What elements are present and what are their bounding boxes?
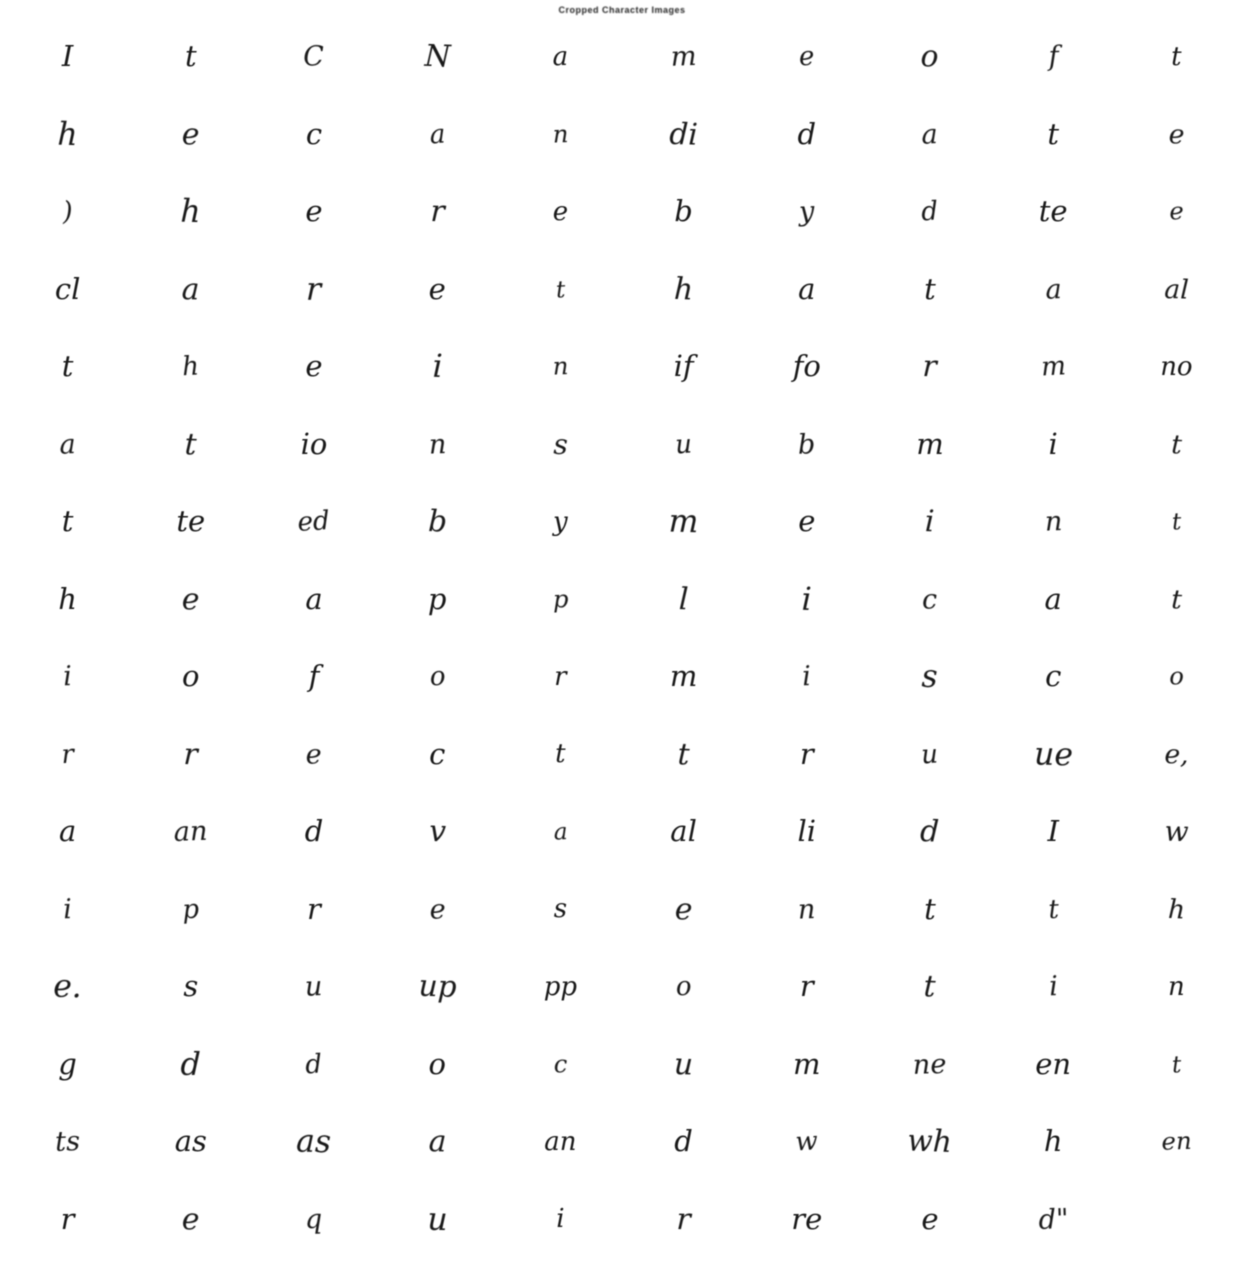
char-cell: e	[305, 349, 323, 384]
char-cell: t	[1170, 508, 1182, 536]
char-cell: c	[553, 1049, 568, 1079]
char-cell: no	[1160, 351, 1193, 382]
char-cell: c	[429, 736, 446, 771]
char-cell: t	[1170, 1050, 1182, 1078]
char-cell: w	[794, 1125, 819, 1158]
char-cell: n	[1043, 505, 1063, 538]
char-cell: C	[302, 39, 325, 73]
char-cell: e	[305, 194, 323, 229]
char-cell: t	[924, 271, 936, 306]
char-cell: u	[920, 738, 940, 770]
char-cell: e	[921, 1201, 939, 1236]
char-cell: h	[57, 115, 79, 153]
char-cell: o	[920, 38, 940, 74]
char-cell: a	[58, 814, 77, 849]
char-cell: o	[428, 660, 446, 692]
char-cell: m	[669, 659, 698, 694]
char-cell: c	[305, 116, 323, 151]
char-cell: e	[305, 737, 323, 771]
char-cell: en	[1035, 1046, 1072, 1081]
char-cell: t	[1170, 428, 1183, 460]
char-cell: a	[1044, 581, 1062, 616]
char-cell: ue	[1033, 734, 1074, 773]
char-cell: al	[670, 814, 697, 849]
char-cell: r	[183, 736, 199, 772]
char-cell: m	[670, 39, 698, 73]
char-cell: u	[674, 428, 693, 460]
char-cell: a	[1044, 272, 1062, 306]
char-cell: t	[924, 891, 936, 926]
char-cell: t	[1171, 41, 1182, 72]
char-cell: t	[1170, 583, 1183, 615]
char-cell: an	[173, 814, 209, 848]
char-cell: I	[61, 39, 74, 74]
char-cell: pp	[543, 971, 578, 1002]
char-cell: t	[555, 739, 566, 770]
char-cell: N	[423, 38, 451, 75]
char-cell: u	[304, 970, 324, 1003]
char-cell: b	[674, 194, 693, 229]
char-cell: s	[553, 894, 568, 925]
char-cell: as	[296, 1122, 332, 1161]
char-cell: v	[428, 813, 447, 849]
char-cell: m	[1040, 350, 1067, 383]
char-cell: a	[428, 118, 446, 150]
char-cell: o	[674, 970, 693, 1002]
char-cell: a	[798, 271, 816, 306]
char-cell: c	[1045, 659, 1062, 694]
char-cell: t	[1047, 893, 1060, 925]
char-cell: ed	[297, 505, 331, 538]
char-cell: b	[797, 427, 817, 461]
char-cell: re	[791, 1201, 823, 1236]
char-cell: g	[58, 1046, 77, 1081]
char-cell: d	[920, 195, 940, 228]
char-cell: s	[921, 657, 939, 695]
char-cell: h	[180, 192, 202, 230]
char-cell: d"	[1037, 1202, 1069, 1236]
char-cell: e	[1168, 118, 1185, 150]
char-cell: di	[668, 115, 699, 152]
char-cell: i	[801, 660, 812, 693]
char-cell: n	[552, 352, 569, 382]
char-cell: y	[798, 195, 816, 228]
char-cell: e	[674, 891, 693, 927]
char-cell: p	[427, 581, 447, 616]
char-cell: e,	[1163, 738, 1189, 770]
char-cell: h	[1167, 893, 1186, 925]
char-cell: e	[1168, 197, 1185, 227]
char-cell: en	[1160, 1127, 1192, 1157]
char-cell: u	[426, 1200, 448, 1238]
char-cell: u	[673, 1046, 694, 1082]
char-cell: c	[921, 582, 939, 616]
char-cell: li	[797, 814, 817, 849]
char-cell: as	[174, 1124, 207, 1159]
char-cell: r	[799, 736, 814, 771]
char-cell: ts	[54, 1124, 81, 1158]
char-cell: i	[1048, 426, 1058, 461]
char-cell: i	[1048, 970, 1059, 1003]
char-cell: r	[306, 270, 322, 308]
char-cell: t	[61, 349, 74, 384]
figure-title: Cropped Character Images	[558, 5, 686, 15]
char-cell: t	[554, 275, 566, 303]
char-cell: a	[58, 427, 77, 461]
char-cell: n	[797, 892, 817, 926]
char-cell: e	[552, 196, 569, 227]
char-cell: m	[793, 1046, 821, 1081]
char-cell: ne	[912, 1047, 948, 1081]
char-cell: r	[60, 1201, 75, 1236]
char-cell: f	[308, 659, 320, 694]
char-cell: d	[919, 813, 941, 849]
char-cell: e	[181, 116, 201, 152]
char-cell: r	[799, 969, 814, 1004]
char-cell: if	[673, 349, 694, 384]
char-cell: te	[176, 504, 206, 539]
char-cell: an	[544, 1126, 577, 1157]
char-cell: h	[1043, 1124, 1063, 1159]
char-cell: i	[556, 1204, 565, 1235]
char-cell: i	[62, 660, 73, 693]
char-cell: al	[1163, 273, 1190, 305]
char-cell: wh	[907, 1123, 953, 1160]
char-cell: d	[180, 1045, 202, 1083]
char-cell: up	[417, 968, 457, 1005]
char-cell: a	[181, 271, 201, 307]
char-cell: q	[304, 1202, 324, 1236]
char-cell: d	[304, 814, 324, 849]
char-cell: a	[552, 817, 569, 846]
char-cell: r	[307, 891, 321, 926]
char-cell: o	[428, 1046, 446, 1081]
char-cell: e	[181, 581, 201, 617]
char-cell: t	[184, 426, 198, 462]
char-cell: d	[674, 1124, 693, 1159]
char-cell: )	[61, 195, 74, 227]
char-cell: te	[1038, 194, 1068, 229]
char-cell: i	[62, 892, 73, 925]
char-cell: fo	[792, 349, 821, 384]
char-cell: t	[184, 39, 197, 74]
char-cell: h	[181, 350, 200, 383]
char-cell: h	[58, 581, 77, 616]
char-cell: a	[305, 581, 323, 616]
char-cell: e	[798, 40, 816, 72]
char-cell: a	[552, 41, 569, 72]
char-cell: y	[553, 506, 568, 537]
char-cell: r	[60, 738, 75, 770]
char-cell: r	[429, 193, 445, 229]
char-cell: r	[675, 1201, 692, 1237]
char-cell: io	[300, 426, 328, 461]
char-cell: s	[552, 427, 569, 461]
char-cell: m	[916, 426, 944, 461]
char-cell: I	[1047, 814, 1059, 849]
char-cell: e	[428, 271, 446, 306]
char-cell: e.	[52, 967, 83, 1005]
char-cell: i	[924, 503, 936, 539]
char-cell: b	[427, 503, 448, 539]
char-cell: h	[673, 271, 694, 307]
char-cell: m	[668, 502, 699, 540]
char-cell: w	[1163, 815, 1189, 849]
char-cell: n	[1168, 971, 1185, 1002]
char-cell: t	[1047, 116, 1060, 151]
char-cell: i	[431, 347, 443, 385]
char-cell: e	[181, 1201, 201, 1237]
char-cell: n	[427, 427, 447, 461]
char-cell: p	[181, 893, 200, 925]
char-cell: p	[552, 584, 569, 614]
char-cell: l	[678, 581, 689, 617]
char-cell: r	[922, 348, 938, 384]
char-cell: d	[304, 1048, 324, 1080]
char-cell: f	[1047, 40, 1059, 73]
char-grid	[6, 18, 1238, 1258]
char-cell: t	[677, 736, 691, 772]
char-cell: cl	[54, 271, 81, 306]
char-cell: e	[798, 504, 816, 539]
char-cell: d	[797, 116, 817, 151]
char-cell: a	[921, 117, 939, 151]
char-cell: o	[1168, 662, 1185, 692]
char-cell: a	[427, 1123, 447, 1159]
char-cell: e	[428, 892, 446, 926]
char-cell: o	[182, 659, 200, 694]
char-cell: s	[183, 969, 199, 1004]
char-cell: t	[923, 968, 937, 1004]
char-cell: i	[801, 580, 813, 618]
char-cell: t	[61, 504, 74, 539]
char-cell: n	[552, 119, 569, 149]
char-cell: r	[554, 661, 567, 692]
